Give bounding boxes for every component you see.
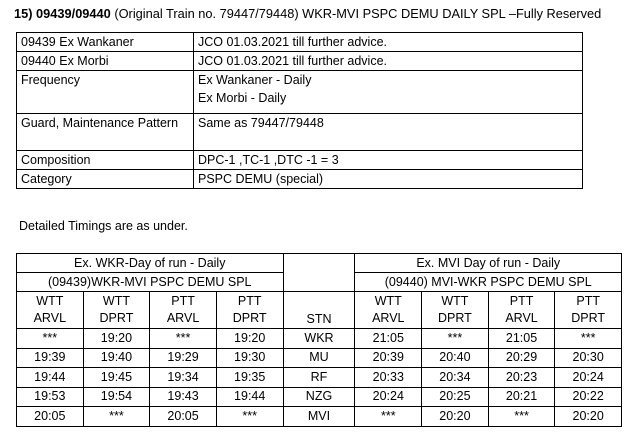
time-cell: 19:35 bbox=[216, 368, 283, 388]
time-cell: 20:29 bbox=[488, 348, 555, 368]
time-cell: 20:30 bbox=[555, 348, 622, 368]
time-cell: 19:54 bbox=[83, 387, 150, 407]
timing-row bbox=[17, 348, 622, 368]
info-value: DPC-1 ,TC-1 ,DTC -1 = 3 bbox=[194, 151, 583, 170]
stn-header bbox=[283, 292, 355, 329]
column-header-line: WTT bbox=[36, 294, 64, 308]
timing-title-row bbox=[17, 254, 622, 273]
timing-row bbox=[17, 407, 622, 427]
time-cell: 19:20 bbox=[83, 329, 150, 349]
timing-row bbox=[17, 368, 622, 388]
time-cell: 19:45 bbox=[83, 368, 150, 388]
info-row bbox=[17, 71, 583, 114]
time-cell: 20:05 bbox=[150, 407, 217, 427]
column-header-line: PTT bbox=[509, 294, 534, 308]
train-number: 15) 09439/09440 bbox=[14, 6, 111, 21]
timing-row bbox=[17, 329, 622, 349]
column-header-line: ARVL bbox=[166, 311, 200, 325]
column-header bbox=[422, 292, 489, 329]
time-cell: 20:20 bbox=[422, 407, 489, 427]
info-key: 09439 Ex Wankaner bbox=[17, 33, 194, 52]
info-row bbox=[17, 52, 583, 71]
time-cell: 19:29 bbox=[150, 348, 217, 368]
train-info-table bbox=[16, 32, 583, 189]
info-value-line: Ex Morbi - Daily bbox=[198, 91, 287, 105]
timings-note: Detailed Timings are as under. bbox=[19, 219, 188, 233]
column-header-line: WTT bbox=[374, 294, 402, 308]
column-header bbox=[150, 292, 217, 329]
info-key: Composition bbox=[17, 151, 194, 170]
time-cell: 20:22 bbox=[555, 387, 622, 407]
station-cell: MU bbox=[283, 348, 355, 368]
info-row bbox=[17, 151, 583, 170]
time-cell: *** bbox=[150, 329, 217, 349]
column-header bbox=[488, 292, 555, 329]
time-cell: 21:05 bbox=[488, 329, 555, 349]
left-title: Ex. WKR-Day of run - Daily bbox=[17, 254, 284, 273]
station-cell: NZG bbox=[283, 387, 355, 407]
timing-body bbox=[17, 329, 622, 427]
time-cell: 20:40 bbox=[422, 348, 489, 368]
time-cell: 20:24 bbox=[355, 387, 422, 407]
column-header bbox=[83, 292, 150, 329]
time-cell: *** bbox=[83, 407, 150, 427]
right-train: (09440) MVI-WKR PSPC DEMU SPL bbox=[355, 273, 622, 292]
time-cell: 19:44 bbox=[216, 387, 283, 407]
column-header bbox=[17, 292, 84, 329]
time-cell: 20:21 bbox=[488, 387, 555, 407]
column-header-line: DPRT bbox=[99, 311, 134, 325]
time-cell: 20:20 bbox=[555, 407, 622, 427]
time-cell: *** bbox=[422, 329, 489, 349]
time-cell: *** bbox=[216, 407, 283, 427]
column-header bbox=[555, 292, 622, 329]
column-header-line: ARVL bbox=[372, 311, 405, 325]
time-cell: 20:34 bbox=[422, 368, 489, 388]
column-header-line: ARVL bbox=[33, 311, 67, 325]
timing-row bbox=[17, 387, 622, 407]
info-value bbox=[194, 71, 583, 114]
time-cell: 20:24 bbox=[555, 368, 622, 388]
info-value: Same as 79447/79448 bbox=[194, 114, 583, 151]
column-header-line: PTT bbox=[237, 294, 262, 308]
column-header-line: WTT bbox=[441, 294, 469, 308]
notice-heading bbox=[14, 5, 639, 23]
time-cell: 19:44 bbox=[17, 368, 84, 388]
time-cell: 20:39 bbox=[355, 348, 422, 368]
stn-spacer bbox=[283, 254, 355, 292]
station-cell: MVI bbox=[283, 407, 355, 427]
info-key: Guard, Maintenance Pattern bbox=[17, 114, 194, 151]
info-value: JCO 01.03.2021 till further advice. bbox=[194, 33, 583, 52]
time-cell: 19:43 bbox=[150, 387, 217, 407]
time-cell: 19:53 bbox=[17, 387, 84, 407]
time-cell: 19:39 bbox=[17, 348, 84, 368]
info-row bbox=[17, 170, 583, 189]
time-cell: *** bbox=[355, 407, 422, 427]
column-header-line: PTT bbox=[576, 294, 600, 308]
info-row bbox=[17, 114, 583, 151]
info-key: 09440 Ex Morbi bbox=[17, 52, 194, 71]
time-cell: *** bbox=[17, 329, 84, 349]
info-key: Category bbox=[17, 170, 194, 189]
station-cell: RF bbox=[283, 368, 355, 388]
column-header-line: DPRT bbox=[571, 311, 606, 325]
time-cell: 19:20 bbox=[216, 329, 283, 349]
right-title: Ex. MVI Day of run - Daily bbox=[355, 254, 622, 273]
column-header-line: WTT bbox=[102, 294, 130, 308]
time-cell: *** bbox=[555, 329, 622, 349]
info-value: PSPC DEMU (special) bbox=[194, 170, 583, 189]
time-cell: 20:05 bbox=[17, 407, 84, 427]
info-value: JCO 01.03.2021 till further advice. bbox=[194, 52, 583, 71]
column-header bbox=[216, 292, 283, 329]
time-cell: 19:30 bbox=[216, 348, 283, 368]
timings-table bbox=[16, 253, 622, 427]
left-train: (09439)WKR-MVI PSPC DEMU SPL bbox=[17, 273, 284, 292]
column-header-line: ARVL bbox=[505, 311, 538, 325]
station-cell: WKR bbox=[283, 329, 355, 349]
time-cell: 20:33 bbox=[355, 368, 422, 388]
time-cell: *** bbox=[488, 407, 555, 427]
time-cell: 19:34 bbox=[150, 368, 217, 388]
heading-description: (Original Train no. 79447/79448) WKR-MVI PSPC DEMU DAILY SPL –Fully Reserved bbox=[110, 6, 602, 21]
column-header-row bbox=[17, 292, 622, 329]
info-value-line: Ex Wankaner - Daily bbox=[198, 73, 312, 87]
column-header bbox=[355, 292, 422, 329]
column-header-line: STN bbox=[306, 312, 332, 326]
column-header-line: DPRT bbox=[438, 311, 472, 325]
column-header-line: DPRT bbox=[232, 311, 267, 325]
info-row bbox=[17, 33, 583, 52]
column-header-line: PTT bbox=[171, 294, 195, 308]
time-cell: 20:23 bbox=[488, 368, 555, 388]
time-cell: 21:05 bbox=[355, 329, 422, 349]
info-key: Frequency bbox=[17, 71, 194, 114]
time-cell: 20:25 bbox=[422, 387, 489, 407]
time-cell: 19:40 bbox=[83, 348, 150, 368]
